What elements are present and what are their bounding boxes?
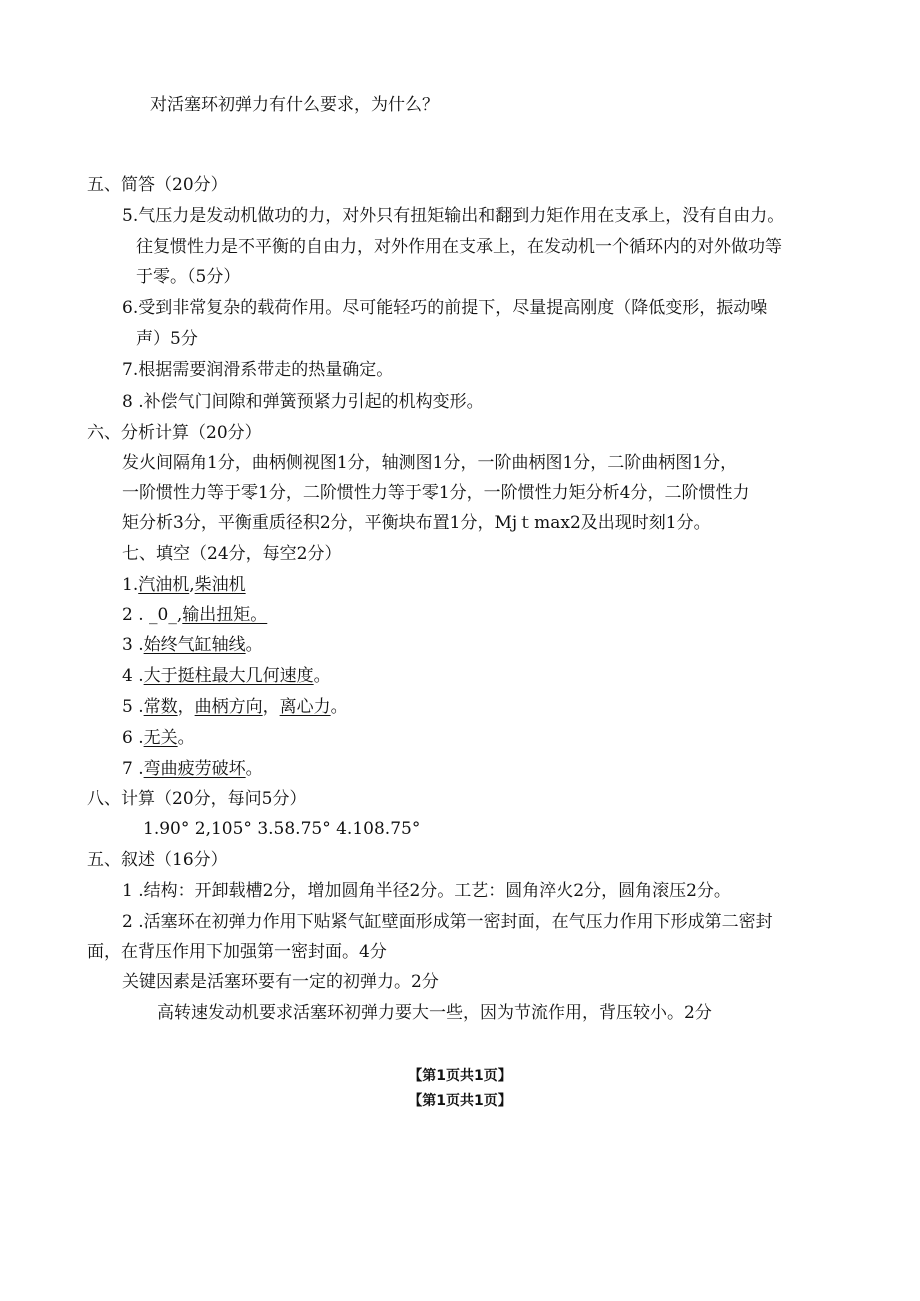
end-mark: 。 [245, 635, 263, 655]
underlined-answer: 离心力 [279, 697, 331, 717]
item-number: 5 . [122, 697, 144, 717]
underlined-answer: 无关 [143, 728, 178, 748]
fill-item [122, 665, 331, 687]
fill-item [122, 634, 263, 656]
end-mark: 。 [313, 666, 331, 686]
fill-item [122, 604, 267, 626]
fill-item [122, 574, 246, 596]
section-heading: 七、填空（24分，每空2分） [122, 544, 342, 564]
end-mark: 。 [177, 728, 195, 748]
answer-line: 5.气压力是发动机做功的力，对外只有扭矩输出和翻到力矩作用在支承上，没有自由力。 [122, 206, 785, 226]
answer-line: 矩分析3分，平衡重质径积2分，平衡块布置1分，Mjｔmax2及出现时刻1分。 [122, 513, 711, 533]
underlined-answer: 大于挺柱最大几何速度 [143, 666, 314, 686]
section-heading: 五、简答（20分） [87, 175, 228, 195]
underlined-answer: 汽油机 [138, 575, 190, 595]
item-number: 1. [122, 575, 139, 595]
underlined-answer: 柴油机 [194, 575, 246, 595]
answer-line: 高转速发动机要求活塞环初弹力要大一些，因为节流作用，背压较小。2分 [157, 1003, 712, 1023]
answer-line: 1 .结构：开卸载槽2分，增加圆角半径2分。工艺：圆角淬火2分，圆角滚压2分。 [122, 881, 731, 901]
answer-line: 关键因素是活塞环要有一定的初弹力。2分 [122, 972, 439, 992]
end-mark: 。 [245, 759, 263, 779]
fill-item [122, 758, 263, 780]
answer-line: 6.受到非常复杂的载荷作用。尽可能轻巧的前提下，尽量提高刚度（降低变形，振动噪 [122, 298, 768, 318]
fill-item [122, 727, 195, 749]
item-number: 3 . [122, 635, 144, 655]
item-number: 6 . [122, 728, 144, 748]
separator: , [189, 575, 195, 595]
answer-line: 1.90° 2,105° 3.58.75° 4.108.75° [143, 819, 421, 839]
answer-line: 面，在背压作用下加强第一密封面。4分 [87, 942, 387, 962]
item-number: 4 . [122, 666, 144, 686]
underlined-answer: 输出扭矩。 [182, 605, 268, 625]
section-heading: 八、计算（20分，每问5分） [87, 789, 307, 809]
answer-line: 于零。（5分） [136, 267, 241, 287]
page-footer: 【第1页共1页】 [408, 1068, 512, 1084]
answer-line: 发火间隔角1分，曲柄侧视图1分，轴测图1分，一阶曲柄图1分，二阶曲柄图1分， [122, 453, 738, 473]
answer-line: 一阶惯性力等于零1分，二阶惯性力等于零1分，一阶惯性力矩分析4分，二阶惯性力 [122, 483, 750, 503]
separator: ， [177, 697, 195, 717]
underlined-answer: 弯曲疲劳破坏 [143, 759, 246, 779]
underlined-answer: 始终气缸轴线 [143, 635, 246, 655]
section-heading: 六、分析计算（20分） [87, 423, 262, 443]
answer-line: 往复惯性力是不平衡的自由力，对外作用在支承上，在发动机一个循环内的对外做功等 [136, 237, 782, 257]
answer-line: 声）5分 [136, 329, 198, 349]
item-number: 7 . [122, 759, 144, 779]
underlined-answer: 常数 [143, 697, 178, 717]
answer-blank: _0_ [149, 605, 177, 625]
page-footer: 【第1页共1页】 [408, 1093, 512, 1109]
item-number: 2 . [122, 605, 144, 625]
underlined-answer: 曲柄方向 [194, 697, 263, 717]
end-mark: 。 [330, 697, 348, 717]
answer-line: 2 .活塞环在初弹力作用下贴紧气缸壁面形成第一密封面，在气压力作用下形成第二密封 [122, 912, 773, 932]
answer-line: 7.根据需要润滑系带走的热量确定。 [122, 360, 394, 380]
section-heading: 五、叙述（16分） [87, 850, 228, 870]
answer-line: 8 .补偿气门间隙和弹簧预紧力引起的机构变形。 [122, 392, 484, 412]
question-line: 对活塞环初弹力有什么要求，为什么？ [150, 95, 439, 115]
separator: ， [262, 697, 280, 717]
fill-item [122, 696, 348, 718]
separator: , [176, 605, 183, 625]
